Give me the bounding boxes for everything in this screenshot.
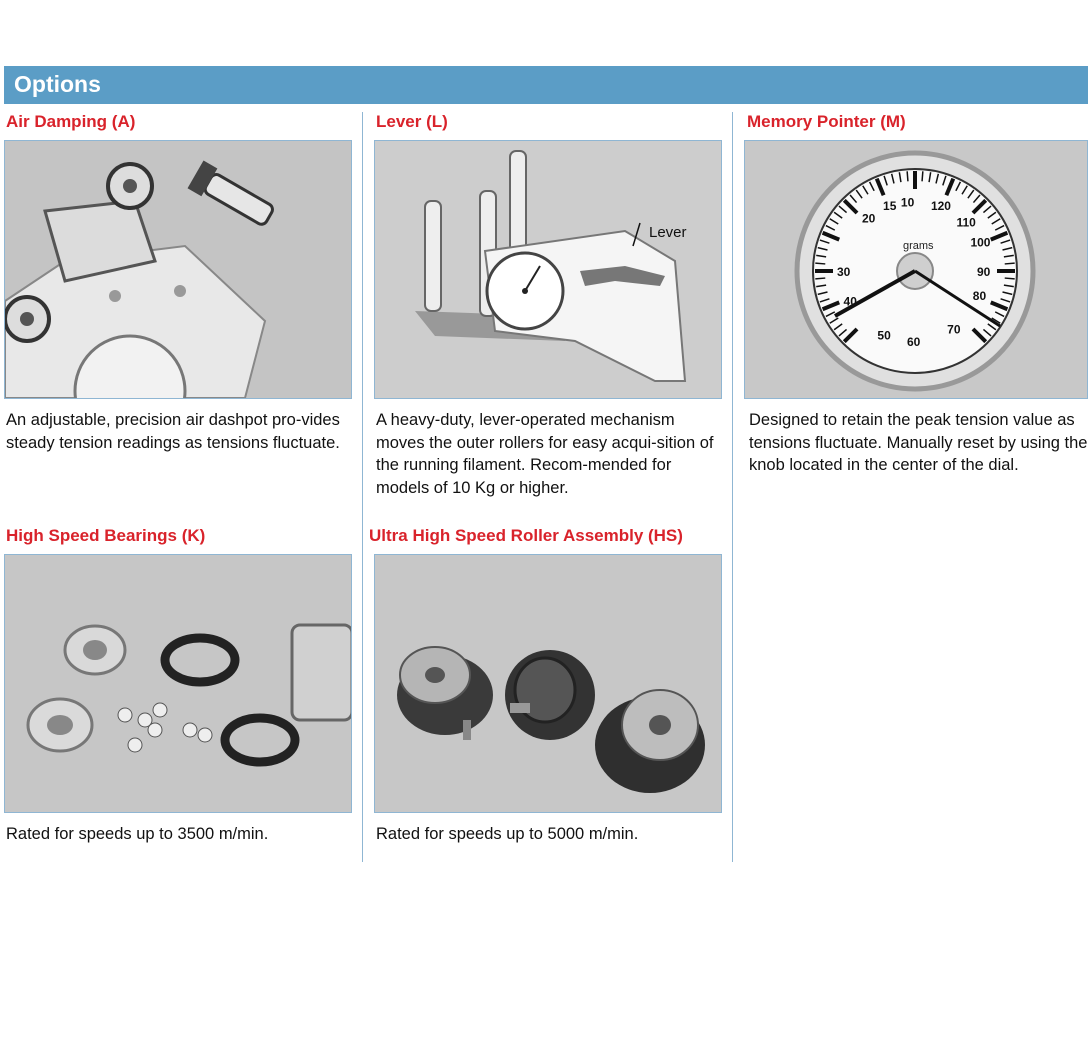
option-memory-pointer <box>744 112 1088 477</box>
option-air-damping <box>4 112 352 454</box>
dial-tick <box>815 263 825 264</box>
column-divider <box>732 112 733 862</box>
air-damping-photo <box>4 140 352 399</box>
option-description: Rated for speeds up to 3500 m/min. <box>6 825 269 843</box>
lever-photo <box>374 140 722 399</box>
dial-number: 40 <box>843 294 857 309</box>
dial-number: 110 <box>956 215 976 230</box>
options-banner <box>4 66 1088 104</box>
dial-unit-label: grams <box>903 240 934 252</box>
option-description: A heavy-duty, lever-operated mechanism moves the outer rollers for easy acqui-sition of the running filament. Recom-mended for models of 10 Kg or higher. <box>376 411 714 497</box>
option-description: Rated for speeds up to 5000 m/min. <box>376 825 639 843</box>
option-title: Lever (L) <box>376 112 448 131</box>
option-title: High Speed Bearings (K) <box>6 526 206 545</box>
section-title: Options <box>14 71 101 97</box>
option-title: Memory Pointer (M) <box>747 112 906 131</box>
dial-number: 90 <box>977 265 991 279</box>
high-speed-bearings-photo <box>4 554 352 813</box>
dial-number: 50 <box>877 328 891 343</box>
memory-pointer-photo <box>744 140 1088 399</box>
dial-tick <box>815 278 825 279</box>
dial-number: 80 <box>972 288 987 303</box>
dial-number: 100 <box>970 235 991 250</box>
dial-number: 10 <box>900 195 915 210</box>
dial-number: 20 <box>862 211 876 226</box>
dial-number: 60 <box>907 335 921 349</box>
option-ultra-high-speed-roller <box>368 526 722 846</box>
option-description: An adjustable, precision air dashpot pro-vides steady tension readings as tensions fluctuate. <box>6 411 340 452</box>
dial-tick <box>1005 263 1015 264</box>
ultra-high-speed-roller-photo <box>374 554 722 813</box>
option-high-speed-bearings <box>4 526 352 846</box>
option-lever <box>374 112 722 499</box>
dial-number: 70 <box>947 322 961 337</box>
column-divider <box>362 112 363 862</box>
dial-tick <box>907 171 908 181</box>
option-title: Ultra High Speed Roller Assembly (HS) <box>369 526 683 545</box>
option-title: Air Damping (A) <box>6 112 136 131</box>
dial-tick <box>922 171 923 181</box>
dial-number: 15 <box>883 199 897 214</box>
lever-callout-label: Lever <box>649 224 687 241</box>
dial-number: 30 <box>837 265 851 279</box>
dial-tick <box>1005 278 1015 279</box>
option-description: Designed to retain the peak tension value as tensions fluctuate. Manually reset by using the knob located in the center of the dial. <box>749 411 1088 474</box>
dial-number: 120 <box>930 199 951 214</box>
